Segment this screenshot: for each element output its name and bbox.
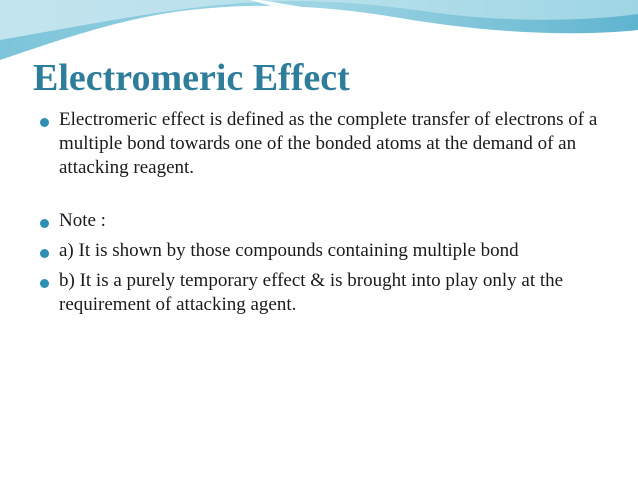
bullet-dot-icon xyxy=(40,279,49,288)
slide-title: Electromeric Effect xyxy=(33,57,350,99)
bullet-item-a xyxy=(40,239,600,263)
bullet-item-b xyxy=(40,269,600,317)
bullet-text: Electromeric effect is defined as the complete transfer of electrons of a multiple bond towards one of the bonded atoms at the demand of an attacking reagent. xyxy=(59,109,598,178)
bullet-text: Note : xyxy=(59,210,106,231)
bullet-dot-icon xyxy=(40,219,49,228)
bullet-list xyxy=(40,108,600,317)
bullet-text: a) It is shown by those compounds containing multiple bond xyxy=(59,240,519,261)
bullet-item-definition xyxy=(40,108,600,180)
bullet-dot-icon xyxy=(40,118,49,127)
bullet-text: b) It is a purely temporary effect & is brought into play only at the requirement of attacking agent. xyxy=(59,270,564,315)
bullet-item-note xyxy=(40,209,600,233)
bullet-dot-icon xyxy=(40,249,49,258)
